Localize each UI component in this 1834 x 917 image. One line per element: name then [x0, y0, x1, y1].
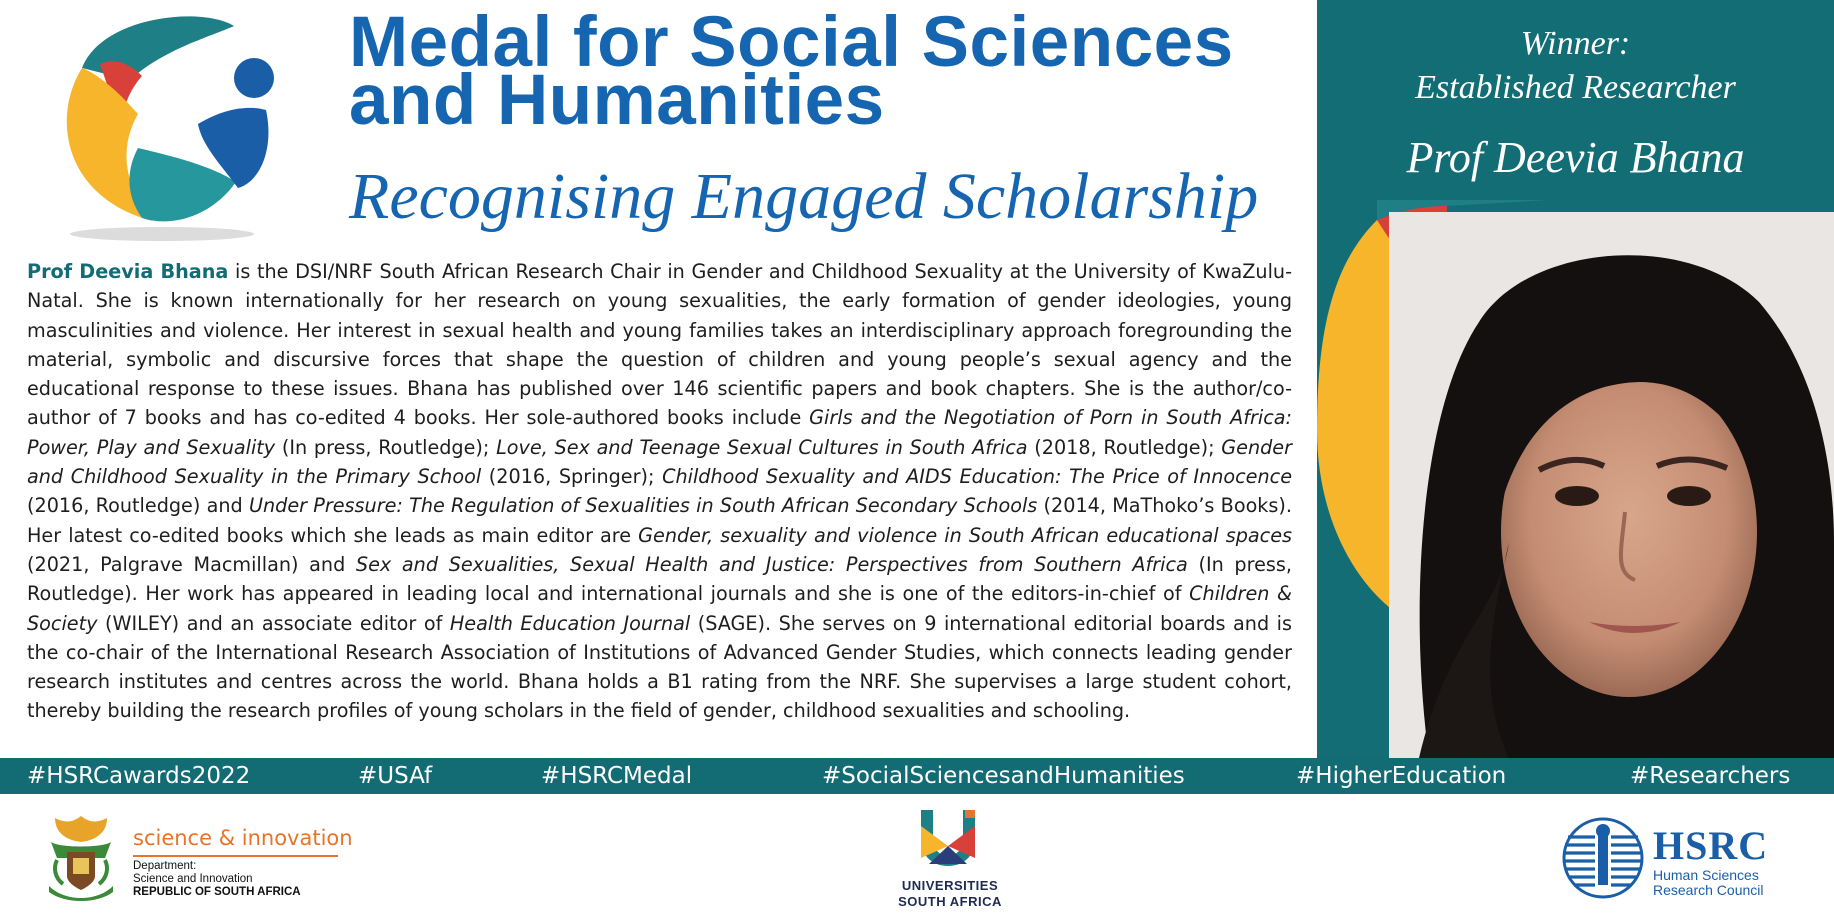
usaf-line-2: SOUTH AFRICA	[898, 894, 1002, 909]
gov-line: REPUBLIC OF SOUTH AFRICA	[133, 886, 301, 898]
hsrc-line-2: Research Council	[1653, 882, 1764, 898]
bio-text: (In press, Routledge). Her work has appeared in leading local and international journals and she is one of the editors-in-chief of	[27, 552, 1292, 606]
journal-title: Health Education Journal	[449, 611, 691, 635]
gov-title: science & innovation	[133, 826, 353, 850]
book-title: Gender and Childhood Sexuality in the Primary School	[27, 435, 1293, 489]
book-title: Under Pressure: The Regulation of Sexualities in South African Secondary Schools	[248, 494, 1038, 518]
hashtag: #SocialSciencesandHumanities	[822, 763, 1185, 789]
hsrc-name: HSRC	[1653, 823, 1769, 868]
bio-text: (2018, Routledge);	[1027, 435, 1222, 459]
bio-text: (SAGE). She serves on 9 international editorial boards and is the co-chair of the International Research Association of Institutions of Advanced Gender Studies, which connects leading gender research institutes and centres across the world. Bhana holds a B1 rating from the NRF. She supervises a large student cohort, thereby building the research profiles of young scholars in the field of gender, childhood sexualities and schooling.	[27, 611, 1292, 723]
book-title: Girls and the Negotiation of Porn in South Africa: Power, Play and Sexuality	[27, 406, 1292, 459]
hsrc-line-1: Human Sciences	[1653, 867, 1759, 883]
hashtag: #HigherEducation	[1296, 763, 1507, 789]
hashtag: #HSRCMedal	[541, 763, 693, 789]
bio-paragraph	[27, 257, 1292, 726]
usaf-line-1: UNIVERSITIES	[901, 878, 999, 893]
book-title: Sex and Sexualities, Sexual Health and Justice: Perspectives from Southern Africa	[355, 552, 1188, 576]
winner-line-1: Winner:	[1520, 25, 1631, 62]
bio-text: (2016, Springer);	[481, 465, 663, 489]
hashtag: #HSRCawards2022	[27, 763, 251, 789]
gov-line: Department:	[133, 860, 197, 872]
bio-text: is the DSI/NRF South African Research Chair in Gender and Childhood Sexuality at the University of KwaZulu-Natal. She is known internationally for her research on young sexualities, the early formation of gender ideologies, young masculinities and violence. Her interest in sexual health and young families takes an interdisciplinary approach foregrounding the material, symbolic and discursive forces that shape the question of children and young people’s sexual agency and the educational response to these issues. Bhana has published over 146 scientific papers and book chapters. She is the author/co-author of 7 books and has co-edited 4 books. Her sole-authored books include	[27, 260, 1292, 430]
usaf-u-logo	[915, 806, 981, 868]
gov-line: Science and Innovation	[133, 873, 253, 885]
hsrc-globe-icon	[1562, 817, 1644, 899]
bio-text: (2016, Routledge) and	[27, 494, 249, 518]
bio-text: (2021, Palgrave Macmillan) and	[27, 552, 356, 576]
gov-divider	[133, 855, 338, 857]
hashtag: #Researchers	[1630, 763, 1791, 789]
bio-text: (In press, Routledge);	[275, 435, 497, 459]
portrait-photo	[1389, 212, 1834, 758]
title-line-2: and Humanities	[349, 61, 885, 140]
title-line-1: Medal for Social Sciences	[349, 3, 1234, 82]
book-title: Gender, sexuality and violence in South African educational spaces	[638, 523, 1292, 547]
winner-name: Prof Deevia Bhana	[1406, 133, 1745, 182]
medal-logo-icon	[42, 6, 282, 244]
hashtag-bar	[0, 758, 1834, 794]
journal-title: Children & Society	[27, 582, 1292, 635]
page-subtitle: Recognising Engaged Scholarship	[349, 160, 1259, 233]
winner-line-2: Established Researcher	[1415, 69, 1736, 106]
bio-name: Prof Deevia Bhana	[27, 260, 229, 283]
book-title: Childhood Sexuality and AIDS Education: The Price of Innocence	[662, 465, 1292, 489]
bio-text: (WILEY) and an associate editor of	[97, 611, 450, 635]
book-title: Love, Sex and Teenage Sexual Cultures in South Africa	[496, 435, 1028, 459]
page-title	[349, 3, 1289, 140]
bio-text: (2014, MaThoko’s Books). Her latest co-edited books which she leads as main editor are	[27, 494, 1293, 547]
winner-label	[1317, 22, 1834, 110]
coat-of-arms-icon	[45, 812, 117, 902]
hashtag: #USAf	[358, 763, 433, 789]
